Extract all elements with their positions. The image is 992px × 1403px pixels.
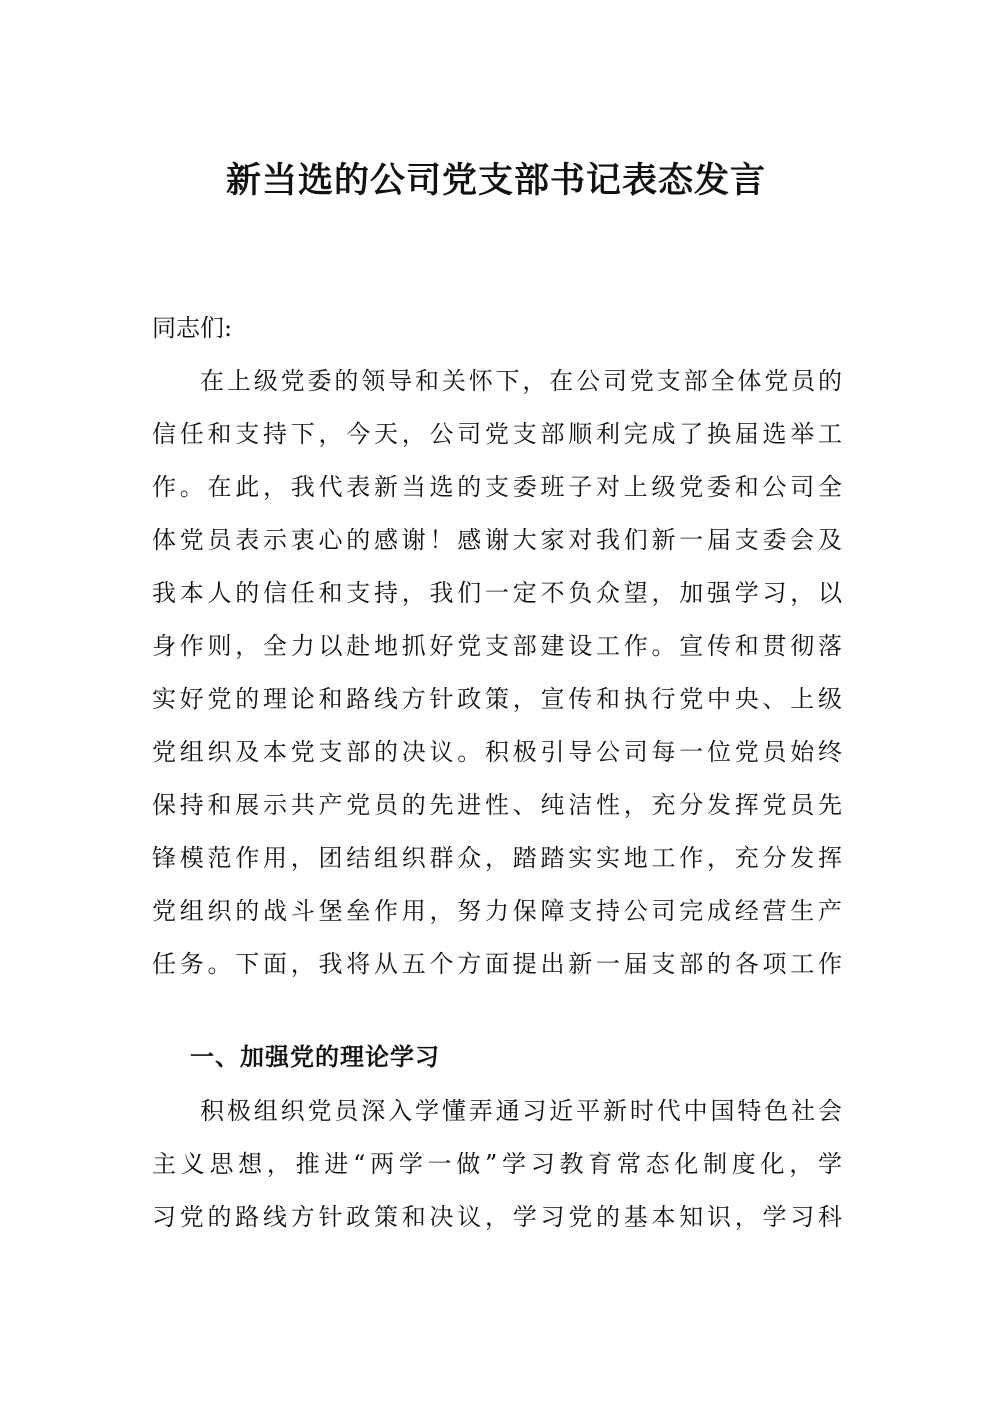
salutation: 同志们: bbox=[152, 314, 233, 342]
paragraph-1-line: 在上级党委的领导和关怀下，在公司党支部全体党员的 bbox=[200, 367, 842, 395]
paragraph-1-line: 体党员表示衷心的感谢！感谢大家对我们新一届支委会及 bbox=[152, 526, 842, 554]
paragraph-1-line: 作。在此，我代表新当选的支委班子对上级党委和公司全 bbox=[152, 473, 842, 501]
document-title: 新当选的公司党支部书记表态发言 bbox=[225, 160, 766, 201]
paragraph-1-line: 身作则，全力以赴地抓好党支部建设工作。宣传和贯彻落 bbox=[152, 632, 842, 660]
section-1-heading: 一、加强党的理论学习 bbox=[190, 1042, 440, 1071]
paragraph-1-line: 党组织及本党支部的决议。积极引导公司每一位党员始终 bbox=[152, 738, 842, 766]
paragraph-1-line: 实好党的理论和路线方针政策，宣传和执行党中央、上级 bbox=[152, 685, 842, 713]
paragraph-1-line: 锋模范作用，团结组织群众，踏踏实实地工作，充分发挥 bbox=[152, 844, 842, 872]
paragraph-2-line: 习党的路线方针政策和决议，学习党的基本知识，学习科 bbox=[152, 1203, 842, 1231]
paragraph-2 bbox=[152, 1085, 842, 1244]
paragraph-1-line: 我本人的信任和支持，我们一定不负众望，加强学习，以 bbox=[152, 579, 842, 607]
paragraph-2-line: 主义思想，推进“两学一做”学习教育常态化制度化，学 bbox=[152, 1150, 842, 1178]
paragraph-1-line: 信任和支持下，今天，公司党支部顺利完成了换届选举工 bbox=[152, 420, 842, 448]
paragraph-1-line: 保持和展示共产党员的先进性、纯洁性，充分发挥党员先 bbox=[152, 791, 842, 819]
paragraph-2-line: 积极组织党员深入学懂弄通习近平新时代中国特色社会 bbox=[200, 1097, 842, 1125]
paragraph-1 bbox=[152, 355, 842, 991]
paragraph-1-line: 任务。下面，我将从五个方面提出新一届支部的各项工作 bbox=[152, 950, 842, 978]
paragraph-1-line: 党组织的战斗堡垒作用，努力保障支持公司完成经营生产 bbox=[152, 897, 842, 925]
